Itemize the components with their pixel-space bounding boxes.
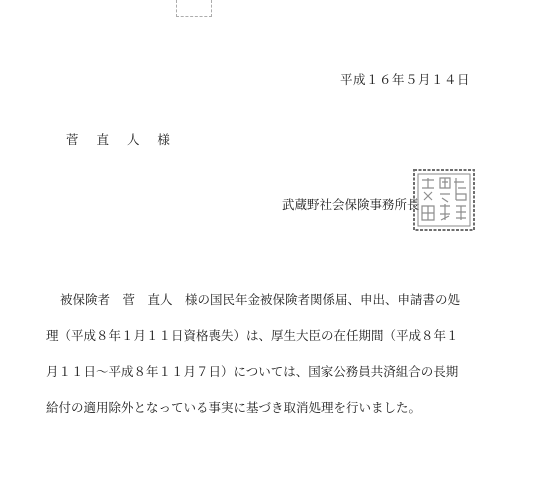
letter-body — [46, 292, 506, 436]
addressee: 菅 直 人 様 — [66, 132, 170, 147]
official-seal — [412, 168, 476, 232]
letter-date: 平成１６年５月１４日 — [340, 72, 471, 87]
top-stamp-fragment — [176, 0, 212, 17]
body-line: 給付の適用除外となっている事実に基づき取消処理を行いました。 — [46, 400, 422, 415]
body-line: 月１１日～平成８年１１月７日）については、国家公務員共済組合の長期 — [46, 364, 459, 379]
body-line: 理（平成８年１月１１日資格喪失）は、厚生大臣の在任期間（平成８年１ — [46, 328, 459, 343]
body-line: 被保険者 菅 直人 様の国民年金被保険者関係届、申出、申請書の処 — [60, 292, 461, 307]
sender-title: 武蔵野社会保険事務所長 — [282, 197, 420, 212]
